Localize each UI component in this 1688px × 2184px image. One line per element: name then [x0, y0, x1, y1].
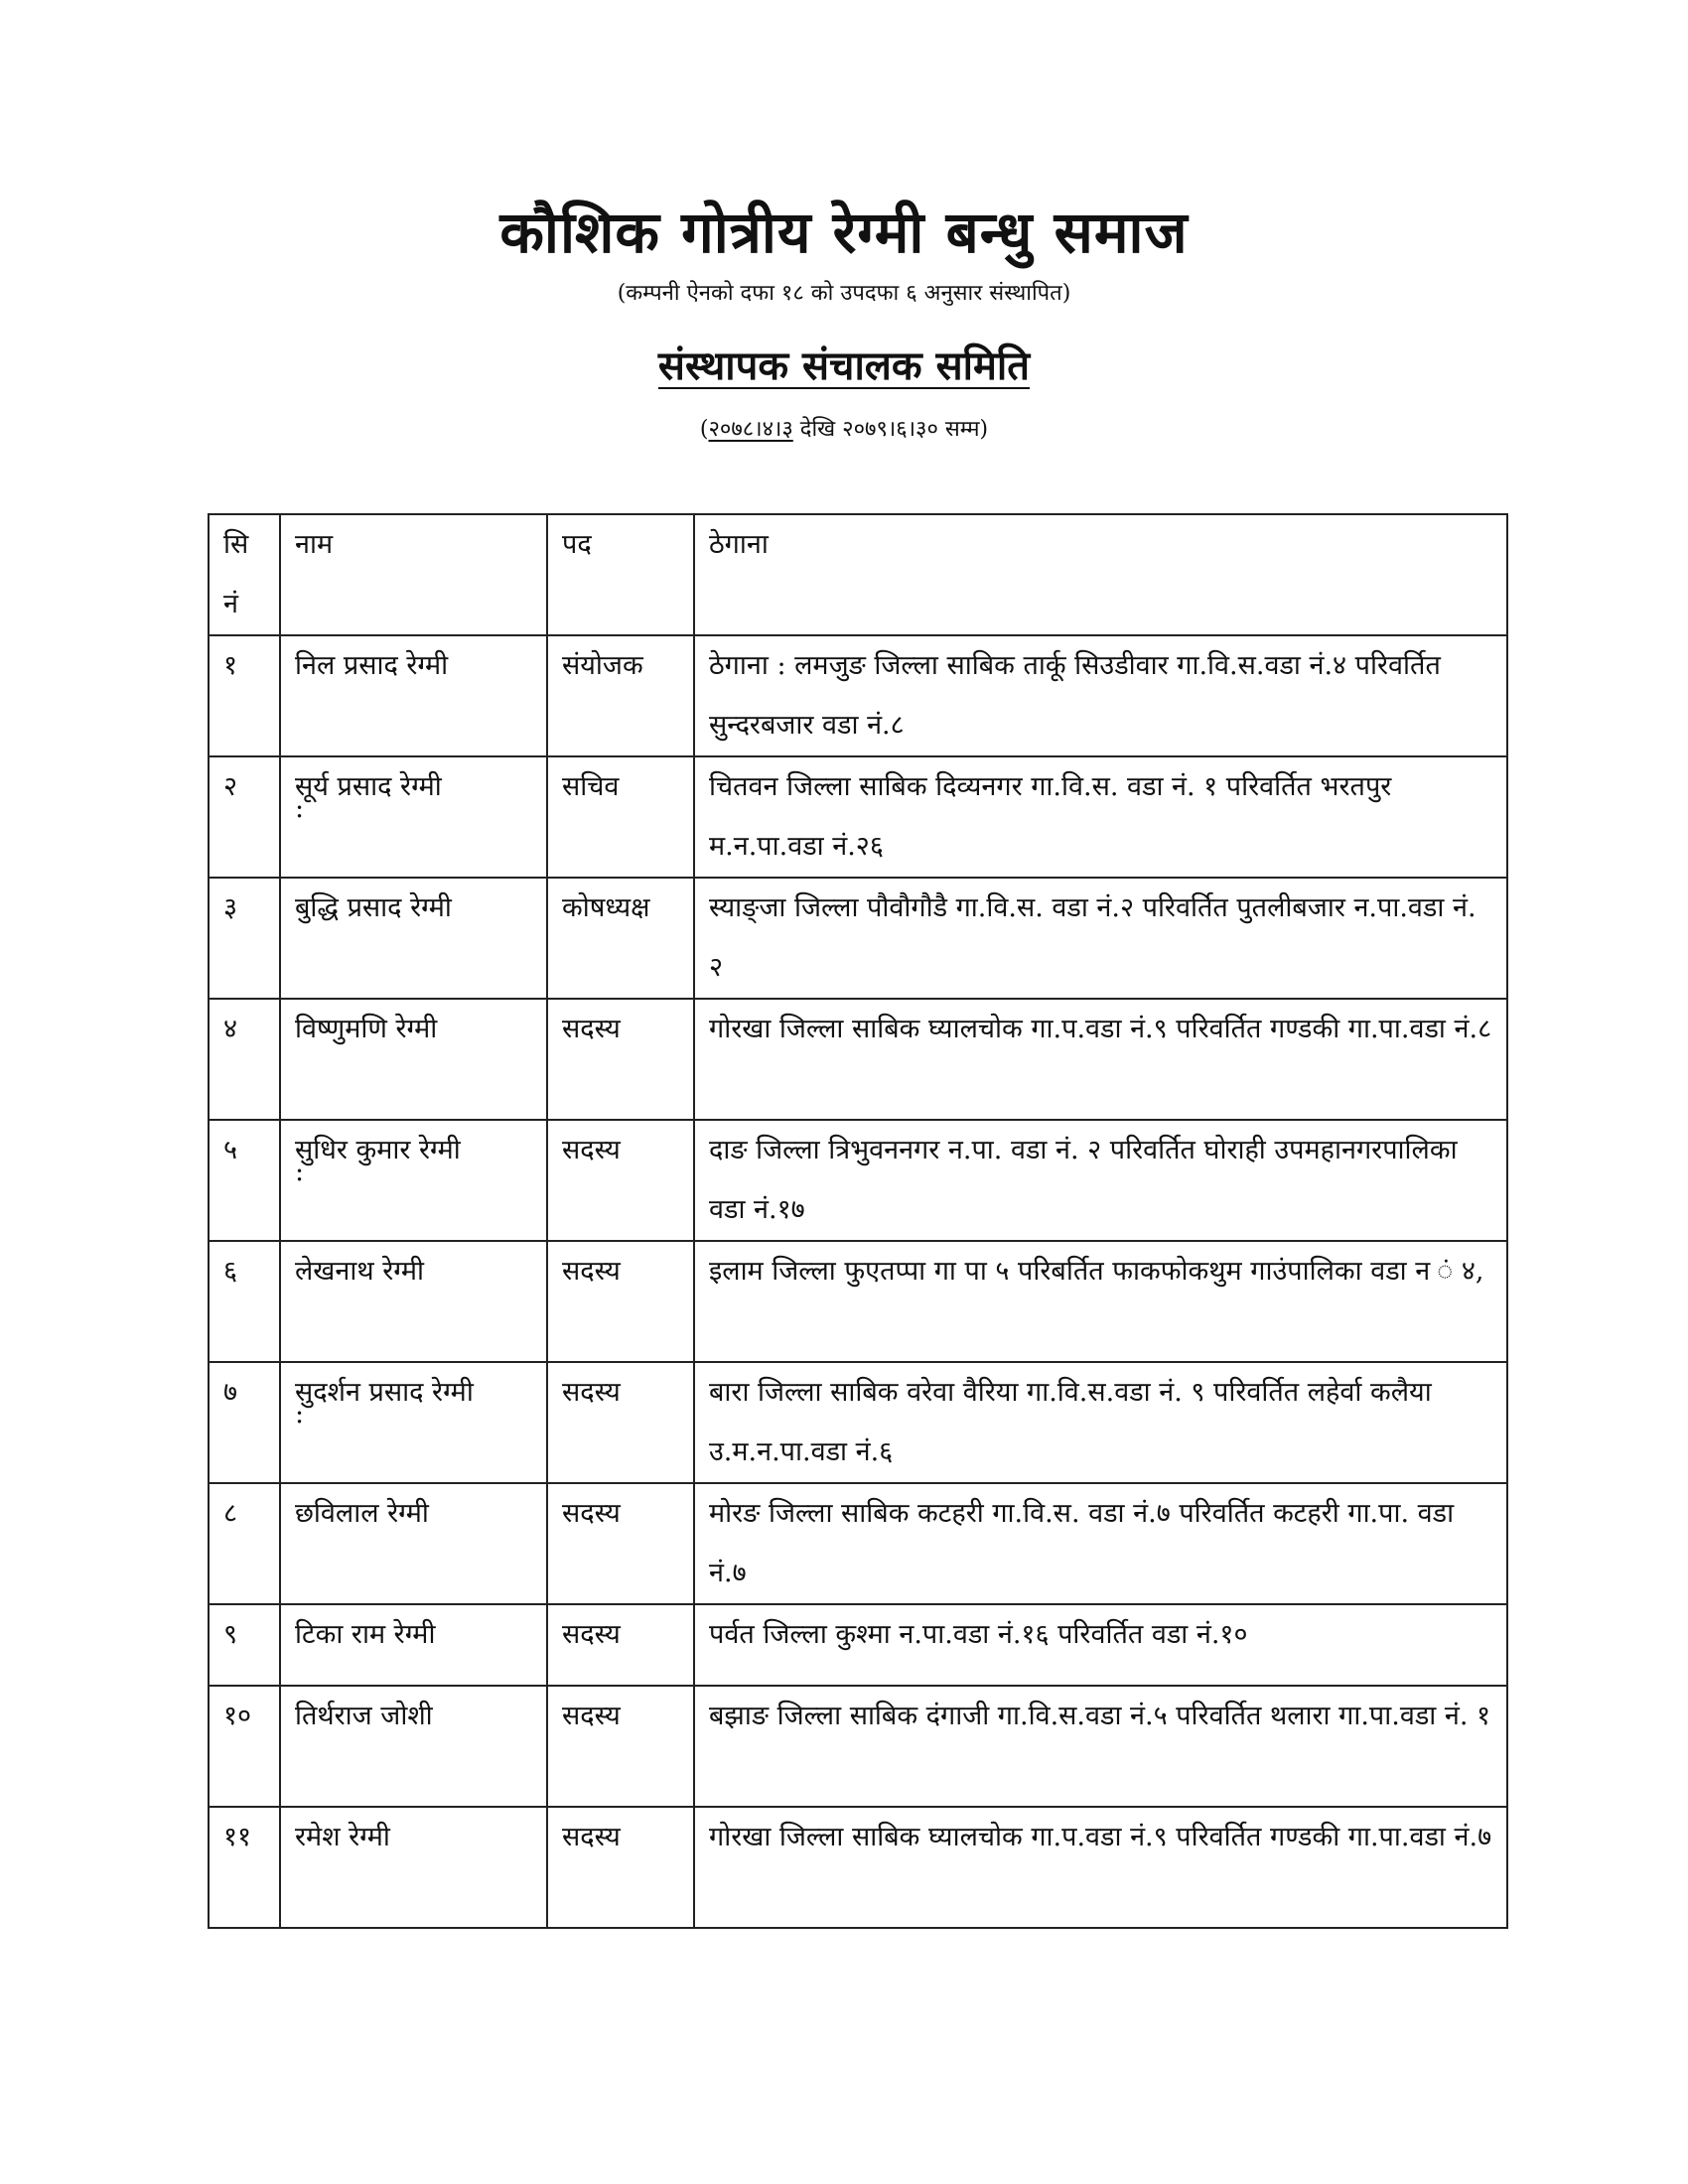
cell-sn: ८ [209, 1483, 280, 1604]
member-name: विष्णुमणि रेग्मी [295, 1014, 438, 1044]
cell-post: सदस्य [547, 1604, 694, 1686]
cell-sn: ४ [209, 999, 280, 1120]
table-row [209, 1362, 1507, 1483]
name-colon: : [295, 1399, 305, 1430]
cell-name [280, 1807, 547, 1928]
col-header-sn: सि नं [209, 514, 280, 635]
cell-name [280, 756, 547, 878]
cell-post: सदस्य [547, 1483, 694, 1604]
cell-address: चितवन जिल्ला साबिक दिव्यनगर गा.वि.स. वडा नं. १ परिवर्तित भरतपुर म.न.पा.वडा नं.२६ [694, 756, 1507, 878]
cell-name [280, 1483, 547, 1604]
cell-name [280, 1362, 547, 1483]
cell-address: गोरखा जिल्ला साबिक घ्यालचोक गा.प.वडा नं.९ परिवर्तित गण्डकी गा.पा.वडा नं.७ [694, 1807, 1507, 1928]
cell-address: पर्वत जिल्ला कुश्मा न.पा.वडा नं.१६ परिवर्तित वडा नं.१० [694, 1604, 1507, 1686]
member-name: सुधिर कुमार रेग्मी [295, 1135, 461, 1165]
cell-sn: ५ [209, 1120, 280, 1241]
table-row [209, 999, 1507, 1120]
term-period [0, 417, 1688, 443]
member-name: निल प्रसाद रेग्मी [295, 650, 449, 681]
cell-post: सदस्य [547, 1686, 694, 1807]
table-row [209, 756, 1507, 878]
cell-name [280, 635, 547, 756]
committee-heading-text: संस्थापक संचालक समिति [657, 342, 1031, 389]
cell-name [280, 999, 547, 1120]
cell-post: सदस्य [547, 1362, 694, 1483]
member-name: बुद्धि प्रसाद रेग्मी [295, 892, 452, 923]
member-name: टिका राम रेग्मी [295, 1619, 436, 1650]
table-row [209, 1604, 1507, 1686]
cell-name [280, 878, 547, 999]
period-open: ( [699, 417, 709, 442]
col-header-address: ठेगाना [694, 514, 1507, 635]
cell-address: दाङ जिल्ला त्रिभुवननगर न.पा. वडा नं. २ परिवर्तित घोराही उपमहानगरपालिका वडा नं.१७ [694, 1120, 1507, 1241]
member-name: सूर्य प्रसाद रेग्मी [295, 771, 442, 802]
col-header-name: नाम [280, 514, 547, 635]
cell-name [280, 1686, 547, 1807]
cell-name [280, 1604, 547, 1686]
cell-sn: ७ [209, 1362, 280, 1483]
cell-post: कोषध्यक्ष [547, 878, 694, 999]
table-row [209, 635, 1507, 756]
organization-title: कौशिक गोत्रीय रेग्मी बन्धु समाज [499, 199, 1189, 266]
member-name: रमेश रेग्मी [295, 1822, 390, 1852]
cell-address: बारा जिल्ला साबिक वरेवा वैरिया गा.वि.स.वडा नं. ९ परिवर्तित लहेर्वा कलैया उ.म.न.पा.वडा नं.६ [694, 1362, 1507, 1483]
cell-sn: १० [209, 1686, 280, 1807]
cell-address: इलाम जिल्ला फुएतप्पा गा पा ५ परिबर्तित फाकफोकथुम गाउंपालिका वडा न ं ४, [694, 1241, 1507, 1362]
cell-post: सदस्य [547, 1120, 694, 1241]
cell-post: सदस्य [547, 999, 694, 1120]
period-start: २०७८।४।३ [708, 417, 793, 442]
cell-post: सचिव [547, 756, 694, 878]
cell-sn: ११ [209, 1807, 280, 1928]
table-row [209, 1120, 1507, 1241]
cell-address: स्याङ्जा जिल्ला पौवौगौडै गा.वि.स. वडा नं.२ परिवर्तित पुतलीबजार न.पा.वडा नं. २ [694, 878, 1507, 999]
name-colon: : [295, 1157, 305, 1187]
cell-name [280, 1120, 547, 1241]
member-name: लेखनाथ रेग्मी [295, 1256, 424, 1287]
cell-address: बझाङ जिल्ला साबिक दंगाजी गा.वि.स.वडा नं.५ परिवर्तित थलारा गा.पा.वडा नं. १ [694, 1686, 1507, 1807]
period-rest: देखि २०७९।६।३० सम्म) [792, 417, 989, 442]
cell-sn: ६ [209, 1241, 280, 1362]
name-colon: : [295, 793, 305, 824]
cell-sn: २ [209, 756, 280, 878]
cell-address: मोरङ जिल्ला साबिक कटहरी गा.वि.स. वडा नं.७ परिवर्तित कटहरी गा.पा. वडा नं.७ [694, 1483, 1507, 1604]
cell-sn: ९ [209, 1604, 280, 1686]
registration-note: (कम्पनी ऐनको दफा १८ को उपदफा ६ अनुसार संस्थापित) [617, 281, 1071, 306]
table-row [209, 1686, 1507, 1807]
table-row [209, 878, 1507, 999]
member-name: तिर्थराज जोशी [295, 1701, 433, 1731]
table-row [209, 1483, 1507, 1604]
cell-sn: १ [209, 635, 280, 756]
member-name: छविलाल रेग्मी [295, 1498, 429, 1529]
cell-post: संयोजक [547, 635, 694, 756]
member-name: सुदर्शन प्रसाद रेग्मी [295, 1377, 474, 1408]
table-row [209, 1241, 1507, 1362]
table-row [209, 1807, 1507, 1928]
cell-post: सदस्य [547, 1241, 694, 1362]
members-table [208, 513, 1508, 1929]
col-header-post: पद [547, 514, 694, 635]
cell-sn: ३ [209, 878, 280, 999]
cell-address: ठेगाना : लमजुङ जिल्ला साबिक तार्कू सिउडीवार गा.वि.स.वडा नं.४ परिवर्तित सुन्दरबजार वडा नं.८ [694, 635, 1507, 756]
cell-post: सदस्य [547, 1807, 694, 1928]
committee-heading [0, 342, 1688, 390]
table-header-row [209, 514, 1507, 635]
cell-name [280, 1241, 547, 1362]
cell-address: गोरखा जिल्ला साबिक घ्यालचोक गा.प.वडा नं.९ परिवर्तित गण्डकी गा.पा.वडा नं.८ [694, 999, 1507, 1120]
